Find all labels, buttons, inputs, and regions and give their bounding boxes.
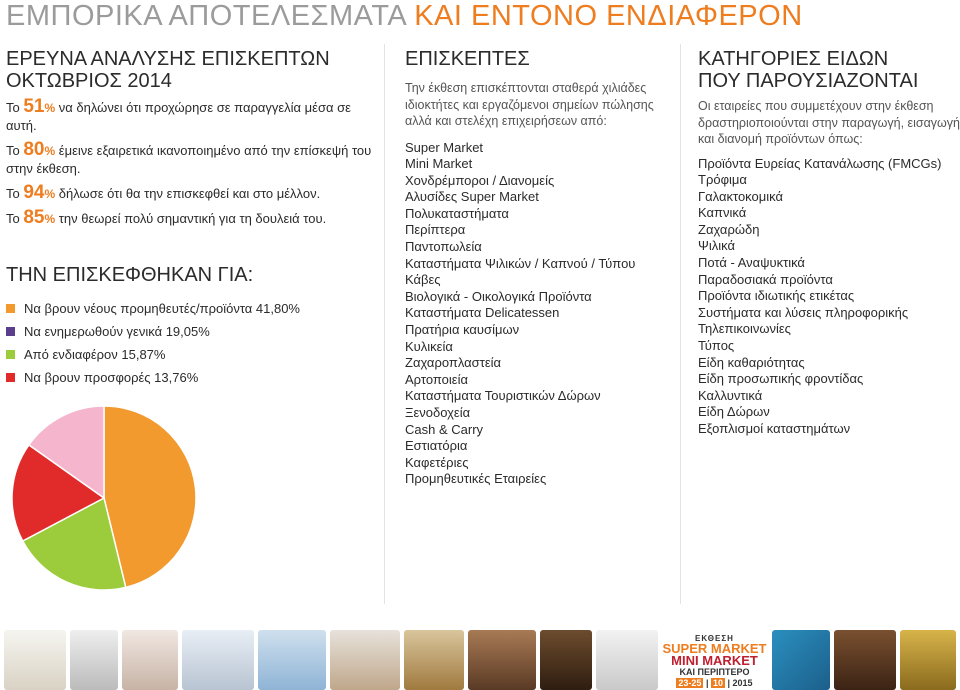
- legend-item: [6, 347, 378, 362]
- title-part-grey: ΕΜΠΟΡΙΚΑ ΑΠΟΤΕΛΕΣΜΑΤΑ: [6, 0, 406, 32]
- logo-year: 2015: [732, 678, 753, 688]
- stat-percent-value: 94: [23, 182, 45, 203]
- stat-line: [6, 184, 378, 203]
- product-category-item: Καλλυντικά: [698, 387, 763, 403]
- product-category-item: Είδη Δώρων: [698, 404, 770, 420]
- visitor-type-item: Cash & Carry: [405, 421, 484, 437]
- product-image-bread: [468, 630, 536, 690]
- product-category-item: Καπνικά: [698, 205, 747, 221]
- product-category-item: Γαλακτοκομικά: [698, 188, 783, 204]
- stat-percent-sign: %: [44, 187, 56, 201]
- visitor-type-item: Αλυσίδες Super Market: [405, 189, 539, 205]
- visitor-type-item: Ξενοδοχεία: [405, 405, 471, 420]
- research-heading: [6, 48, 378, 92]
- stat-text: να δηλώνει ότι προχώρησε σε παραγγελία μέσα σε αυτή.: [6, 100, 351, 133]
- legend-swatch: [6, 327, 15, 336]
- stat-line: [6, 209, 378, 228]
- visitor-type-item: Παντοπωλεία: [405, 239, 482, 255]
- visitor-type-item: Εστιατόρια: [405, 438, 468, 454]
- title-part-orange: ΚΑΙ ΕΝΤΟΝΟ ΕΝΔΙΑΦΕΡΟΝ: [414, 0, 803, 32]
- logo-month: 10: [712, 678, 723, 688]
- product-category-item: Παραδοσιακά προϊόντα: [698, 271, 833, 287]
- product-image-cans: [122, 630, 178, 690]
- product-category-item: Τρόφιμα: [698, 172, 747, 188]
- categories-intro: Οι εταιρείες που συμμετέχουν στην έκθεση δραστηριοποιούνται στην παραγωγή, εισαγωγή και διανομή προϊόντων όπως:: [698, 99, 960, 146]
- visitor-type-item: Καταστήματα Delicatessen: [405, 305, 560, 321]
- visit-purpose-pie-chart: [4, 398, 204, 598]
- stat-percent: [23, 182, 55, 203]
- stat-percent: [23, 96, 55, 117]
- stat-percent-value: 85: [23, 207, 45, 228]
- logo-line2: SUPER MARKET: [662, 641, 767, 656]
- column-divider: [384, 44, 385, 604]
- stat-percent-sign: %: [44, 101, 56, 115]
- visitor-type-item: Κυλικεία: [405, 338, 453, 354]
- stat-percent-value: 51: [23, 96, 45, 117]
- visitor-type-item: Ζαχαροπλαστεία: [405, 355, 502, 371]
- categories-list: [698, 156, 960, 438]
- product-image-sticks: [404, 630, 464, 690]
- stat-percent-sign: %: [44, 212, 56, 226]
- product-category-item: Συστήματα και λύσεις πληροφορικής: [698, 304, 909, 320]
- stat-text: την θεωρεί πολύ σημαντική για τη δουλειά του.: [55, 211, 327, 226]
- research-stats: [6, 98, 378, 228]
- visitors-intro: Την έκθεση επισκέπτονται σταθερά χιλιάδες ιδιοκτήτες και εργαζόμενοι σημείων πώλησης αλλά και στελέχη επιχειρήσεων από:: [405, 81, 654, 128]
- stat-percent: [23, 207, 55, 228]
- stat-percent: [23, 139, 55, 160]
- column-divider: [680, 44, 681, 604]
- legend-item: [6, 301, 378, 316]
- visitor-type-item: Βιολογικά - Οικολογικά Προϊόντα: [405, 288, 592, 304]
- legend-label: Να βρουν νέους προμηθευτές/προϊόντα 41,80%: [24, 301, 300, 316]
- research-heading-line1: ΕΡΕΥΝΑ ΑΝΑΛΥΣΗΣ ΕΠΙΣΚΕΠΤΩΝ: [6, 48, 330, 70]
- stat-line: [6, 141, 378, 178]
- visited-heading: ΤΗΝ ΕΠΙΣΚΕΦΘΗΚΑΝ ΓΙΑ:: [6, 264, 254, 286]
- visitor-type-item: Χονδρέμποροι / Διανομείς: [405, 172, 555, 188]
- visitor-type-item: Πολυκαταστήματα: [405, 205, 509, 221]
- legend-swatch: [6, 373, 15, 382]
- stat-prefix: Το: [6, 100, 24, 115]
- visitors-column: [405, 48, 667, 488]
- product-image-jars: [330, 630, 400, 690]
- product-category-item: Ζαχαρώδη: [698, 221, 760, 237]
- stat-prefix: Το: [6, 211, 24, 226]
- legend-item: [6, 370, 378, 385]
- categories-column: [698, 48, 960, 438]
- stat-text: έμεινε εξαιρετικά ικανοποιημένο από την επίσκεψή του στην έκθεση.: [6, 143, 372, 176]
- product-image-cheese: [4, 630, 66, 690]
- visitor-type-item: Super Market: [405, 139, 484, 155]
- visitor-type-item: Πρατήρια καυσίμων: [405, 322, 520, 338]
- product-image-paper-roll: [70, 630, 118, 690]
- visitor-type-item: Κάβες: [405, 272, 441, 288]
- product-image-bottles: [182, 630, 254, 690]
- logo-days: 23-25: [678, 678, 702, 688]
- categories-heading-line1: ΚΑΤΗΓΟΡΙΕΣ ΕΙΔΩΝ: [698, 48, 889, 70]
- product-image-cards: [772, 630, 830, 690]
- stat-line: [6, 98, 378, 135]
- legend-label: Από ενδιαφέρον 15,87%: [24, 347, 166, 362]
- legend-swatch: [6, 350, 15, 359]
- stat-prefix: Το: [6, 186, 24, 201]
- product-image-water: [258, 630, 326, 690]
- logo-line3: MINI MARKET: [671, 653, 758, 668]
- product-category-item: Εξοπλισμοί καταστημάτων: [698, 421, 851, 436]
- visitor-type-item: Mini Market: [405, 156, 473, 172]
- legend-item: [6, 324, 378, 339]
- product-image-containers: [596, 630, 658, 690]
- logo-dates: 23-25 | 10 | 2015: [678, 678, 753, 688]
- categories-heading-line2: ΠΟΥ ΠΑΡΟΥΣΙΑΖΟΝΤΑΙ: [698, 70, 919, 92]
- product-category-item: Τύπος: [698, 338, 735, 354]
- page-title: [6, 0, 803, 33]
- stat-percent-sign: %: [44, 144, 56, 158]
- stat-text: δήλωσε ότι θα την επισκεφθεί και στο μέλλον.: [55, 186, 321, 201]
- product-image-box: [900, 630, 956, 690]
- categories-heading: [698, 48, 960, 92]
- product-category-item: Είδη προσωπικής φροντίδας: [698, 371, 864, 387]
- product-category-item: Τηλεπικοινωνίες: [698, 321, 791, 337]
- product-category-item: Ποτά - Αναψυκτικά: [698, 255, 805, 271]
- product-category-item: Ψιλικά: [698, 238, 735, 254]
- product-category-item: Προϊόντα Ευρείας Κατανάλωσης (FMCGs): [698, 155, 942, 171]
- product-category-item: Είδη καθαριότητας: [698, 354, 805, 370]
- visitor-type-item: Αρτοποιεία: [405, 371, 468, 387]
- pie-legend: [6, 301, 378, 385]
- stat-percent-value: 80: [23, 139, 45, 160]
- visitor-type-item: Περίπτερα: [405, 222, 466, 238]
- visitor-type-item: Καταστήματα Τουριστικών Δώρων: [405, 388, 601, 404]
- product-category-item: Προϊόντα ιδιωτικής ετικέτας: [698, 288, 855, 304]
- research-column: [6, 48, 378, 393]
- visitors-list: [405, 140, 667, 488]
- logo-line1: ΕΚΘΕΣΗ: [695, 634, 734, 643]
- visitor-type-item: Προμηθευτικές Εταιρείες: [405, 471, 547, 487]
- legend-label: Να βρουν προσφορές 13,76%: [24, 370, 199, 385]
- visitor-type-item: Καταστήματα Ψιλικών / Καπνού / Τύπου: [405, 255, 636, 271]
- visitor-type-item: Καφετέριες: [405, 454, 469, 470]
- visitors-heading: ΕΠΙΣΚΕΠΤΕΣ: [405, 48, 530, 70]
- legend-label: Να ενημερωθούν γενικά 19,05%: [24, 324, 210, 339]
- stat-prefix: Το: [6, 143, 24, 158]
- product-image-wine: [540, 630, 592, 690]
- product-image-jar: [834, 630, 896, 690]
- expo-logo: [662, 630, 767, 690]
- legend-swatch: [6, 304, 15, 313]
- research-heading-line2: ΟΚΤΩΒΡΙΟΣ 2014: [6, 70, 172, 92]
- logo-line4: ΚΑΙ ΠΕΡΙΠΤΕΡΟ: [679, 667, 750, 677]
